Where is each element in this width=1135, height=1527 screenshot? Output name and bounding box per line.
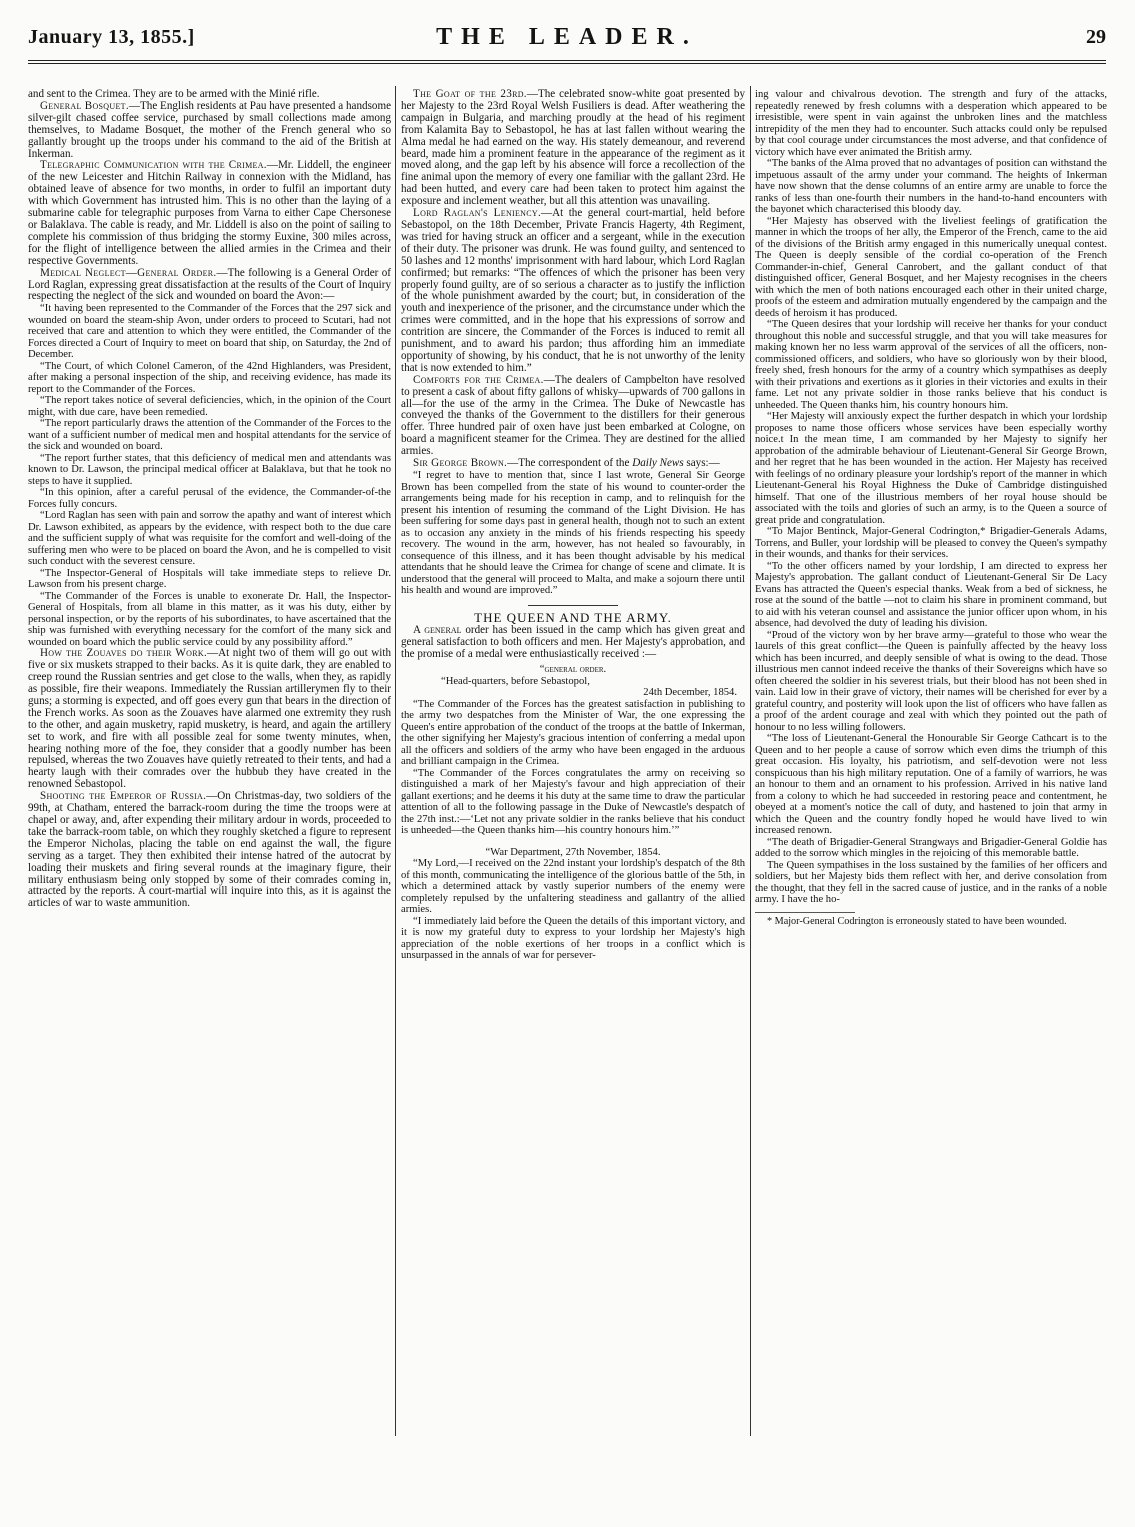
article-bosquet: General Bosquet.—The English residents at Pau have presented a handsome silver-gilt chased coffee service, purchased by small collections made among themselves, to Madame Bosquet, the mother of the French general who so gallantly brought up the troops under his command to the aid of the British at Inkerman. xyxy=(28,99,391,160)
quoted-despatch: “Her Majesty has observed with the liveliest feelings of gratification the manner in which the troops of her ally, the Emperor of the French, came to the aid of the divisions of the British army engaged in this numerically unequal contest. The Queen is deeply sensible of the cordial co-operation of the French Commander-in-chief, General Canrobert, and the gallant conduct of that distinguished officer, General Bosquet, and her Majesty recognises in the cheers with which the men of both nations encouraged each other in their united charge, proofs of the esteem and admiration mutually engendered by the campaign and the deeds of heroism it has produced. xyxy=(755,215,1107,319)
quoted-report: “I regret to have to mention that, since I last wrote, General Sir George Brown has been compelled from the state of his wound to counter-order the arrangements being made for his reception in camp, and to relinquish for the present his intention of resuming the command of the Light Division. He has been suffering for some days past in general health, though not to such an extent as to occasion any anxiety in the minds of his friends respecting his speedy recovery. The wound in the arm, however, has not healed so favourably, in consequence of this illness, and it has been thought advisable by his medical attendants that he should leave the Crimea for change of scene and climate. It is understood that the general will proceed to Malta, and make a sojourn there until his health and wound are improved.” xyxy=(401,470,745,596)
column-2 xyxy=(401,89,745,1525)
order-title: “general order. xyxy=(539,664,607,676)
masthead-rule-top xyxy=(28,60,1106,61)
quoted-order: “The report particularly draws the attention of the Commander of the Forces to the want of a sufficient number of medical men and hospital attendants for the service of the sick and wounded on board. xyxy=(28,418,391,453)
article-shooting-emperor: Shooting the Emperor of Russia.—On Christmas-day, two soldiers of the 99th, at Chatham, entered the barrack-room during the time the troops were at chapel or away, and, after expending their military ardour in words, proceeded to take the barrack-room table, on which they roughly sketched a figure to represent the Emperor Nicholas, placing the table on end against the wall, the figure serving as a target. They then exhibited their intense hatred of the autocrat by loading their muskets and firing several rounds at the imaginary figure, their military enthusiasm being only stopped by some of their comrades coming in, attracted by the reports. A court-martial will inquire into this, as it is against the articles of war to waste ammunition. xyxy=(28,790,391,910)
quoted-despatch: “The death of Brigadier-General Strangways and Brigadier-General Goldie has added to the sorrow which mingles in the rejoicing of this memorable battle. xyxy=(755,836,1107,859)
column-3 xyxy=(755,89,1107,1525)
quoted-order: “The report takes notice of several deficiencies, which, in the opinion of the Court might, with due care, have been remedied. xyxy=(28,395,391,418)
lead-words: A general xyxy=(413,624,462,637)
quoted-despatch: “My Lord,—I received on the 22nd instant your lordship's despatch of the 8th of this month, communicating the intelligence of the glorious battle of the 5th, in which a determined attack by vastly superior numbers of the enemy were completely repulsed by the unfaltering steadiness and gallantry of the allied armies. xyxy=(401,858,745,916)
article-heading: Sir George Brown. xyxy=(413,457,508,470)
newspaper-title: THE LEADER. xyxy=(436,24,698,50)
article-heading: General Bosquet. xyxy=(40,99,129,112)
quoted-despatch: “Her Majesty will anxiously expect the further despatch in which your lordship proposes to name those officers whose services have been especially worthy noice.t In the mean time, I am commanded by her Majesty to signify her approbation of the admirable behaviour of Lieutenant-General Sir George Brown, and her regret that he has been wounded in the action. Her Majesty has received with feelings of no ordinary pleasure your lordship's report of the manner in which Lieutenant-General his Royal Highness the Duke of Cambridge distinguished himself. That one of the illustrious members of her royal house should be associated with the toils and glories of such an army, is to the Queen a source of great pride and congratulation. xyxy=(755,411,1107,526)
article-text: and sent to the Crimea. They are to be armed with the Minié rifle. xyxy=(28,89,320,100)
masthead xyxy=(28,26,1106,62)
quoted-order: “The Inspector-General of Hospitals will take immediate steps to relieve Dr. Lawson from his present charge. xyxy=(28,567,391,591)
quoted-despatch: “Proud of the victory won by her brave army—grateful to those who wear the laurels of this great conflict—the Queen is painfully affected by the heavy loss which has been incurred, and deeply sensible of what is owing to the dead. Those illustrious men cannot indeed receive the thanks of their Sovereigns which have so often cheered the soldier in his severest trials, but their blood has not been shed in vain. Laid low in their grave of victory, their names will be cherished for ever by a grateful country, and posterity will look upon the list of officers who have fallen as a proof of the ardent courage and zeal with which they pointed out the path of honour to no less willing followers. xyxy=(755,629,1107,733)
quoted-despatch: “The banks of the Alma proved that no advantages of position can withstand the impetuous assault of the army under your command. The heights of Inkerman have now shown that the dense columns of an entire army are unable to force the ranks of less than one-fourth their numbers in the hand-to-hand encounters with the bayonet which characterised this bloody day. xyxy=(755,158,1107,215)
article-heading: Medical Neglect—General Order. xyxy=(40,266,217,279)
quoted-despatch: “I immediately laid before the Queen the details of this important victory, and it is now my grateful duty to express to your lordship her Majesty's high appreciation of the noble exertions of her troops in a conflict which is unsurpassed in the annals of war for persever- xyxy=(401,915,745,962)
quoted-despatch: “To Major Bentinck, Major-General Codrington,* Brigadier-Generals Adams, Torrens, and Buller, your lordship will be pleased to convey the Queen's sympathy in their wounds, and thanks for their services. xyxy=(755,526,1107,560)
quoted-order: “In this opinion, after a careful perusal of the evidence, the Commander-of-the Forces fully concurs. xyxy=(28,487,391,510)
quoted-despatch: ing valour and chivalrous devotion. The strength and fury of the attacks, repeatedly renewed by fresh columns with a desperation which appeared to be irresistible, were spent in vain against the unbroken lines and the matchless intrepidity of the men they had to encounter. Such attacks could only be repulsed by that cool courage under circumstances the most adverse, and that confidence of victory which have ever animated the British army. xyxy=(755,89,1107,158)
quoted-despatch: “The Queen desires that your lordship will receive her thanks for your conduct throughout this noble and successful struggle, and that you will take measures for making known her no less warm approval of the services of all the officers, non-commissioned officers, and soldiers, who have so gloriously won by their blood, freely shed, fresh honours for the army of a country which sympathises as deeply with their privations and exertions as it glories in their victories and exults in their fame. Let not any private soldier in those ranks believe that his conduct is unheeded. The Queen thanks him, his country honours him. xyxy=(755,319,1107,411)
article-heading: How the Zouaves do their Work. xyxy=(40,647,208,660)
article-goat: The Goat of the 23rd.—The celebrated snow-white goat presented by her Majesty to the 23rd Royal Welsh Fusiliers is dead. After weathering the campaign in Bulgaria, and marching proudly at the head of his regiment from Kalamita Bay to Sebastopol, he has at last fallen without wearing the Alma medal he had earned on the way. His stately demeanour, and reverend beard, made him a prominent feature in the appearance of the regiment as it moved along, and the gap left by his absence will force a recollection of the fine animal upon the memory of every one familiar with the gallant 23rd. He had been hutted, and every care had been taken to protect him against the exposure and inclement weather, but all this attention was unavailing. xyxy=(401,89,745,208)
section-separator xyxy=(528,605,618,606)
quoted-despatch: “The loss of Lieutenant-General the Honourable Sir George Cathcart is to the Queen and to her people a cause of sorrow which even dims the triumph of this great occasion. His loyalty, his patriotism, and self-devotion were not less conspicuous than his high military reputation. One of a family of warriors, he was an honour to them and an ornament to his profession. Arrived in his native land from a colony to which he had succeeded in restoring peace and contentment, he obeyed at a moment's notice the call of duty, and hastened to join that army in which the Queen and the country fondly hoped he would have lived to win increased renown. xyxy=(755,733,1107,836)
article-comforts: Comforts for the Crimea.—The dealers of Campbelton have resolved to present a cask of about fifty gallons of whisky—upwards of 700 gallons in all—for the use of the army in the Crimea. The Duke of Newcastle has conveyed the thanks of the Government to the distillers for their generous offer. Three hundred pair of oxen have just been embarked at Cologne, on board a magnificent steamer for the Crimea. They are destined for the allied armies. xyxy=(401,373,745,458)
quoted-despatch: “To the other officers named by your lordship, I am directed to express her Majesty's approbation. The gallant conduct of Lieutenant-General Sir De Lacy Evans has attracted the Queen's especial thanks. Weak from a bed of sickness, he rose at the sound of the battle —not to claim his share in prominent command, but to aid with his veteran counsel and assistance the junior officer upon whom, in his absence, had devolved the duty of leading his division. xyxy=(755,560,1107,629)
article-telegraph: Telegraphic Communication with the Crimea.—Mr. Liddell, the engineer of the new Leicester and Hitchin Railway in connexion with the Midland, has obtained leave of absence for two months, in order to fulfil an important duty with which Government has intrusted him. This is no other than the laying of a submarine cable for telegraphic purposes from Varna to either Cape Chersonese or Balaklava. The cable is ready, and Mr. Liddell is also on the point of sailing to complete his commission of thus bridging the stormy Euxine, 300 miles across, for the flight of intelligence between the allied armies in the Crimea and their respective Governments. xyxy=(28,159,391,267)
masthead-rule-bottom xyxy=(28,63,1106,64)
article-queen-army: A general order has been issued in the camp which has given great and general satisfaction to both officers and men. Her Majesty's approbation, and the promise of a medal were enthusiastically received :— xyxy=(401,624,745,661)
quoted-order: “The Commander of the Forces has the greatest satisfaction in publishing to the army two despatches from the Minister of War, the one expressing the Queen's entire approbation of the conduct of the troops at the battle of Inkerman, the other signifying her Majesty's gracious intention of conferring a medal upon all the officers and soldiers of the army who have been engaged in the arduous and brilliant campaign in the Crimea. xyxy=(401,698,745,768)
issue-date: January 13, 1855.] xyxy=(28,26,195,48)
quoted-order: “It having been represented to the Commander of the Forces that the 297 sick and wounded on board the steam-ship Avon, under orders to proceed to Scutari, had not received that care and attention to which they were entitled, the Commander of the Forces directed a Court of Inquiry to meet on board that ship, on Saturday, the 2nd of December. xyxy=(28,303,391,361)
newspaper-name: Daily News xyxy=(632,457,684,470)
article-heading: Lord Raglan's Leniency. xyxy=(413,207,542,220)
quoted-despatch: The Queen sympathises in the loss sustained by the families of her officers and soldiers, but her Majesty bids them reflect with her, and derive consolation from the thought, that they fell in the sacred cause of justice, and in the ranks of a noble army. I have the ho- xyxy=(755,859,1107,905)
order-date: 24th December, 1854. xyxy=(643,687,737,699)
article-heading: The Goat of the 23rd. xyxy=(413,89,527,100)
article-medical-neglect: Medical Neglect—General Order.—The following is a General Order of Lord Raglan, expressing great dissatisfaction at the results of the Court of Inquiry respecting the neglect of the sick and wounded on board the Avon:— xyxy=(28,266,391,303)
column-1 xyxy=(28,89,391,1525)
quoted-order: “The report further states, that this deficiency of medical men and attendants was known to Dr. Lawson, the principal medical officer at Balaklava, but that he took no steps to have it supplied. xyxy=(28,452,391,487)
article-heading: Shooting the Emperor of Russia. xyxy=(40,790,207,803)
article-raglan-leniency: Lord Raglan's Leniency.—At the general court-martial, held before Sebastopol, on the 18th December, Private Francis Hagerty, 4th Regiment, was tried for having struck an officer and a sergeant, while in the execution of their duty. The prisoner was drunk. He was found guilty, and sentenced to 50 lashes and 12 months' imprisonment with hard labour, which Lord Raglan confirmed; but remarks: “The offences of which the prisoner has been very properly found guilty, are of so serious a character as to justify the infliction of the whole punishment awarded by the court; but, in consideration of the youth and inexperience of the prisoner, and the circumstance under which the crimes were committed, and in the hope that his expressions of sorrow and contrition are sincere, the Commander of the Forces is induced to remit all punishment, and to award his pardon; thus affording him an immediate opportunity of showing, by his conduct, that he is not unworthy of the lenity that is now extended to him.” xyxy=(401,207,745,374)
article-heading: Telegraphic Communication with the Crimea. xyxy=(40,159,267,172)
page-number: 29 xyxy=(1086,26,1106,48)
column-divider-2 xyxy=(750,86,751,1436)
quoted-order: “The Commander of the Forces is unable to exonerate Dr. Hall, the Inspector-General of Hospitals, from all blame in this matter, as it was his duty, either by personal inspection, or by the reports of his subordinates, to have ascertained that the ship was furnished with everything necessary for the comfort of the many sick and wounded on board which the public service could by any possibility afford.” xyxy=(28,590,391,648)
column-divider-1 xyxy=(395,86,396,1436)
order-place: “Head-quarters, before Sebastopol, xyxy=(441,675,590,687)
footnote-rule xyxy=(755,912,855,913)
quoted-order: “The Court, of which Colonel Cameron, of the 42nd Highlanders, was President, after making a personal inspection of the ship, and receiving evidence, has made its report to the Commander of the Forces. xyxy=(28,360,391,395)
section-title: THE QUEEN AND THE ARMY. xyxy=(474,609,672,625)
article-heading: Comforts for the Crimea. xyxy=(413,373,544,386)
quoted-order: “The Commander of the Forces congratulates the army on receiving so distinguished a mark of her Majesty's favour and high appreciation of their gallant exertions; and he deems it his duty at the same time to draw the particular attention of all to the following passage in the Duke of Newcastle's despatch of the 27th inst.:—‘Let not any private soldier in the ranks believe that his conduct is unheeded—the Queen thanks him—his country honours him.’” xyxy=(401,767,745,837)
war-dept-heading: “War Department, 27th November, 1854. xyxy=(485,846,661,858)
footnote: * Major-General Codrington is erroneously stated to have been wounded. xyxy=(767,915,1067,927)
quoted-order: “Lord Raglan has seen with pain and sorrow the apathy and want of interest which Dr. Lawson exhibited, as appears by the evidence, with respect both to the due care and the sufficient supply of what was requisite for the comfort and well-doing of the suffering men who were to be placed on board the Avon, and he is compelled to visit such conduct with the severest censure. xyxy=(28,510,391,568)
article-zouaves: How the Zouaves do their Work.—At night two of them will go out with five or six muskets strapped to their backs. As it is quite dark, they are enabled to creep round the Russian sentries and get close to the walls, when they, as rapidly as possible, fire their weapons. Immediately the Russian artillerymen fly to their guns; a storming is expected, and off goes every gun that bears in the direction of the French works. As soon as the Zouaves have alarmed one extremity they rush to the other, and again musketry, rapid musketry, is heard, and again the artillery set to work, and fire with all possible zeal for some twenty minutes, when, hearing nothing more of the foe, they consider that a goodly number has been repulsed, whereas the two Zouaves have quietly retreated to their tents, and had a hearty laugh with their comrades over the hubbub they have created in the renowned Sebastopol. xyxy=(28,647,391,791)
article-george-brown: Sir George Brown.—The correspondent of the Daily News says:— xyxy=(413,457,720,470)
